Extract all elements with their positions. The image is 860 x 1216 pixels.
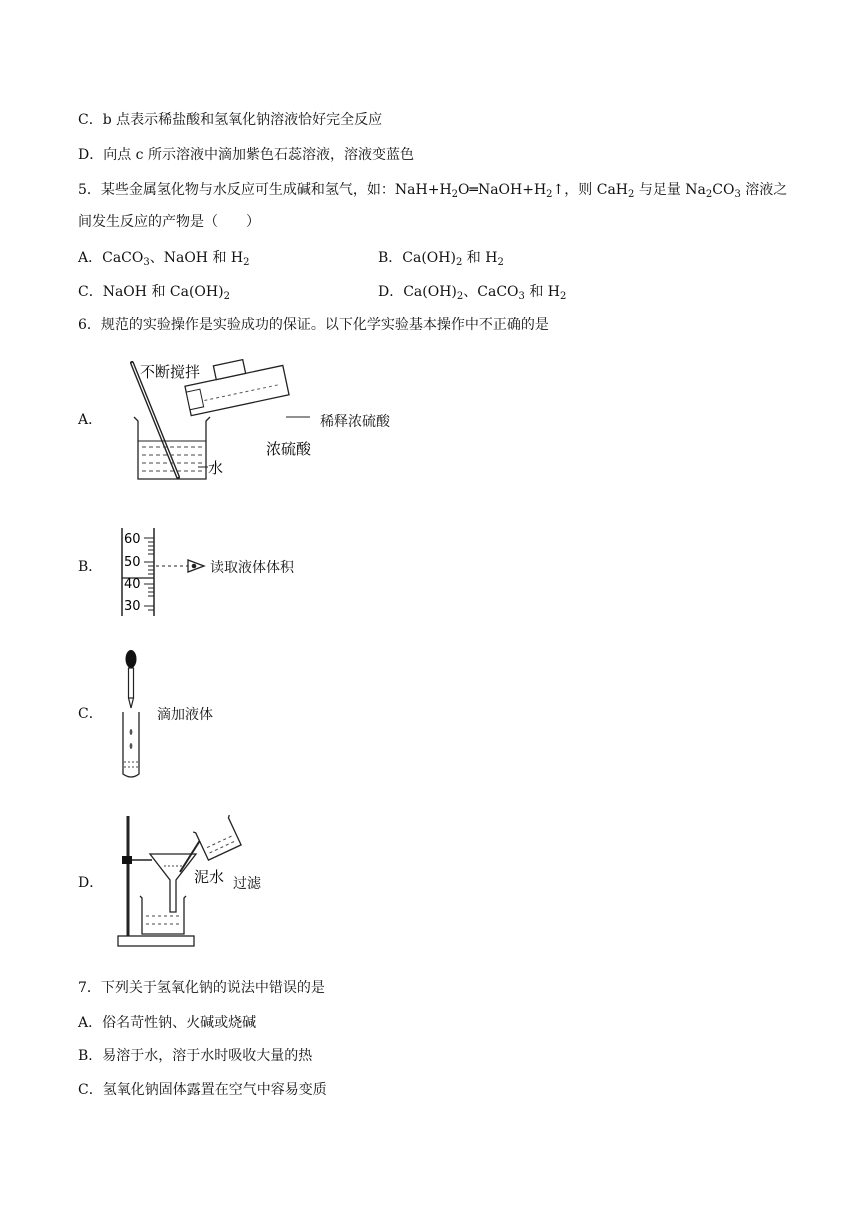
filtration-caption: 过滤 (233, 876, 261, 892)
q7-stem: 7．下列关于氢氧化钠的说法中错误的是 (78, 980, 325, 996)
q5-stem: 5．某些金属氢化物与水反应可生成碱和氢气，如：$NaH+H_2O═NaOH+H_2↑$，则 CaH$_2$ 与足量 $Na_2CO_3$ 溶液之 (78, 182, 788, 200)
q5-option-d: D．$Ca(OH)_2$、CaCO$_3$ 和 $H_2$ (378, 284, 567, 302)
cylinder-caption: 读取液体体积 (210, 560, 294, 576)
q4-option-d: D．向点 c 所示溶液中滴加紫色石蕊溶液，溶液变蓝色 (78, 147, 414, 163)
q4-option-c: C．b 点表示稀盐酸和氢氧化钠溶液恰好完全反应 (78, 112, 383, 128)
q5-option-c: C．NaOH 和 $Ca(OH)_2$ (78, 284, 230, 302)
stir-label: 不断搅拌 (140, 363, 201, 381)
q7-option-c: C．氢氧化钠固体露置在空气中容易变质 (78, 1082, 327, 1098)
cylinder-figure (114, 526, 224, 618)
q6-option-c-letter: C． (78, 706, 103, 722)
tick-30: 30 (124, 599, 141, 614)
q7-option-b: B．易溶于水，溶于水时吸收大量的热 (78, 1048, 313, 1064)
q5-option-a: A．CaCO$_3$、NaOH 和 $H_2$ (78, 250, 250, 268)
q5-option-b: B．$Ca(OH)_2$ 和 $H_2$ (378, 250, 504, 268)
dropper-caption: 滴加液体 (157, 707, 213, 723)
q6-option-d-letter: D． (78, 875, 104, 891)
q6-stem: 6．规范的实验操作是实验成功的保证。以下化学实验基本操作中不正确的是 (78, 317, 549, 333)
dropper-figure (116, 648, 156, 780)
q6-option-a-letter: A． (78, 412, 103, 428)
water-label: 水 (208, 459, 224, 477)
q5-stem-line2: 间发生反应的产物是（ ） (78, 214, 260, 230)
tick-40: 40 (124, 577, 141, 592)
tick-50: 50 (124, 555, 141, 570)
dilute-acid-caption: 稀释浓硫酸 (320, 414, 390, 430)
mud-water-label: 泥水 (194, 868, 225, 886)
tick-60: 60 (124, 532, 141, 547)
q6-option-b-letter: B． (78, 559, 103, 575)
acid-label: 浓硫酸 (266, 440, 312, 458)
q7-option-a: A．俗名苛性钠、火碱或烧碱 (78, 1015, 257, 1031)
